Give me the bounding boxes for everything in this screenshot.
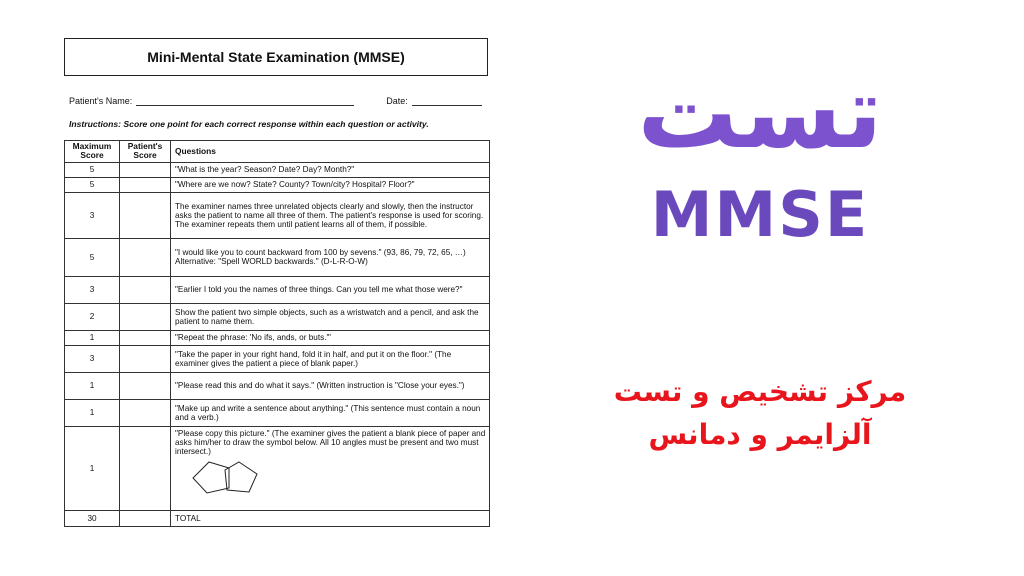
patient-score-cell — [120, 192, 171, 238]
table-row — [65, 345, 490, 372]
table-row — [65, 177, 490, 192]
patient-name-label: Patient's Name: — [69, 96, 133, 106]
question-text: "Please copy this picture." (The examiner gives the patient a blank piece of paper and asks him/her to draw the symbol below. All 10 angles must be present and two must intersect.) — [175, 428, 486, 457]
mmse-form — [58, 36, 496, 544]
max-score-cell: 1 — [65, 399, 120, 426]
date-line — [412, 96, 482, 106]
question-alternative: Alternative: "Spell WORLD backwards." (D-L-R-O-W) — [175, 257, 368, 267]
question-cell: "Earlier I told you the names of three things. Can you tell me what those were?" — [171, 276, 490, 303]
form-title: Mini-Mental State Examination (MMSE) — [64, 38, 488, 76]
header-max-score: Maximum Score — [65, 141, 120, 163]
table-row — [65, 238, 490, 276]
question-cell: The examiner names three unrelated objects clearly and slowly, then the instructor asks the patient to name all three of them. The patient's response is used for scoring. The examiner repeats them until patient learns all of them, if possible. — [171, 192, 490, 238]
question-cell: "Take the paper in your right hand, fold it in half, and put it on the floor." (The examiner gives the patient a piece of blank paper.) — [171, 345, 490, 372]
question-cell: "Where are we now? State? County? Town/city? Hospital? Floor?" — [171, 177, 490, 192]
table-total-row — [65, 510, 490, 526]
patient-score-cell — [120, 162, 171, 177]
question-cell: "Please read this and do what it says." (Written instruction is "Close your eyes.") — [171, 372, 490, 399]
date-label: Date: — [386, 96, 408, 106]
max-score-cell: 1 — [65, 426, 120, 510]
question-cell — [171, 238, 490, 276]
max-score-cell: 3 — [65, 345, 120, 372]
patient-score-cell — [120, 303, 171, 330]
question-cell: "Make up and write a sentence about anything." (This sentence must contain a noun and a verb.) — [171, 399, 490, 426]
table-header-row — [65, 141, 490, 163]
max-score-cell: 5 — [65, 177, 120, 192]
header-patient-score: Patient's Score — [120, 141, 171, 163]
table-row — [65, 399, 490, 426]
center-name-line1: مرکز تشخیص و تست — [613, 375, 907, 408]
table-row — [65, 192, 490, 238]
max-score-cell: 1 — [65, 330, 120, 345]
question-cell: "Repeat the phrase: 'No ifs, ands, or buts.'" — [171, 330, 490, 345]
question-text: "I would like you to count backward from 100 by sevens." (93, 86, 79, 72, 65, …) — [175, 248, 466, 258]
question-cell: Show the patient two simple objects, such as a wristwatch and a pencil, and ask the patient to name them. — [171, 303, 490, 330]
score-table — [64, 140, 490, 527]
max-score-cell: 5 — [65, 238, 120, 276]
table-row — [65, 426, 490, 510]
table-row — [65, 162, 490, 177]
table-row — [65, 276, 490, 303]
patient-score-cell — [120, 372, 171, 399]
table-row — [65, 303, 490, 330]
max-score-cell: 5 — [65, 162, 120, 177]
patient-score-cell — [120, 426, 171, 510]
max-score-cell: 2 — [65, 303, 120, 330]
patient-score-cell — [120, 345, 171, 372]
patient-score-cell — [120, 276, 171, 303]
intersecting-pentagons-icon — [187, 460, 287, 496]
max-score-cell: 3 — [65, 192, 120, 238]
question-cell — [171, 426, 490, 510]
patient-score-cell — [120, 177, 171, 192]
instructions: Instructions: Score one point for each correct response within each question or activity. — [69, 119, 429, 129]
patient-score-cell — [120, 399, 171, 426]
table-row — [65, 330, 490, 345]
sub-title: MMSE — [650, 178, 870, 251]
total-max-cell: 30 — [65, 510, 120, 526]
patient-score-cell — [120, 238, 171, 276]
max-score-cell: 1 — [65, 372, 120, 399]
brand-panel — [560, 40, 980, 520]
question-cell: "What is the year? Season? Date? Day? Month?" — [171, 162, 490, 177]
center-name — [560, 370, 960, 457]
patient-score-cell — [120, 330, 171, 345]
total-patient-cell — [120, 510, 171, 526]
max-score-cell: 3 — [65, 276, 120, 303]
main-title: تست — [637, 54, 883, 171]
table-row — [65, 372, 490, 399]
center-name-line2: آلزایمر و دمانس — [648, 418, 872, 452]
patient-name-line — [136, 96, 354, 106]
header-questions: Questions — [171, 141, 490, 163]
total-label-cell: TOTAL — [171, 510, 490, 526]
patient-fields — [69, 96, 489, 106]
